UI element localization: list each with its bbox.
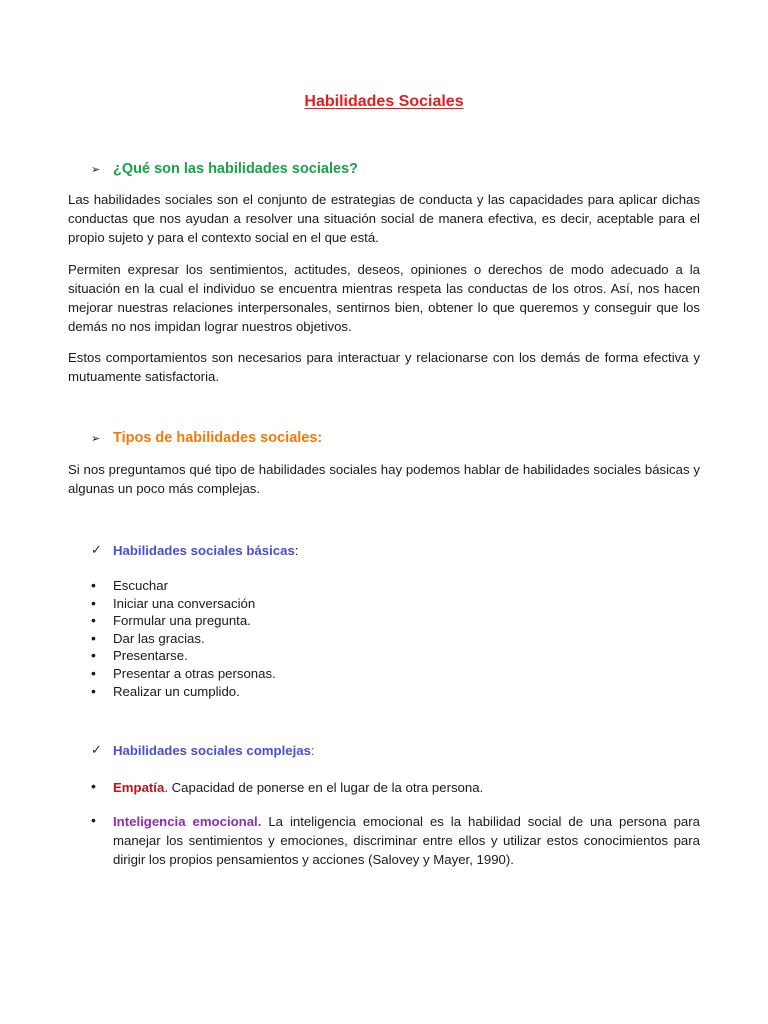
section-heading-text: ¿Qué son las habilidades sociales? bbox=[113, 161, 358, 177]
bullet-icon: • bbox=[91, 612, 96, 629]
list-item bbox=[91, 612, 276, 630]
subheading-colon: : bbox=[294, 542, 299, 558]
list-item bbox=[91, 647, 276, 665]
bullet-icon: • bbox=[91, 577, 96, 593]
term-definition: . Capacidad de ponerse en el lugar de la otra persona. bbox=[164, 780, 484, 795]
arrow-bullet-icon: ➢ bbox=[91, 163, 101, 176]
bullet-icon: • bbox=[91, 594, 96, 611]
basic-skills-list bbox=[91, 577, 276, 700]
list-item bbox=[91, 630, 276, 648]
page-title: Habilidades Sociales bbox=[304, 93, 464, 110]
list-item-inteligencia-emocional bbox=[91, 812, 700, 869]
list-item-text: Iniciar una conversación bbox=[113, 595, 256, 611]
list-item bbox=[91, 577, 276, 595]
list-item-empatia bbox=[91, 778, 700, 797]
list-item-text: Realizar un cumplido. bbox=[113, 683, 240, 699]
bullet-icon: • bbox=[91, 682, 96, 699]
paragraph: Las habilidades sociales son el conjunto de estrategias de conducta y las capacidades para aplicar dichas conductas que nos ayudan a resolver una situación social de manera efectiva, es decir, aceptable para el propio sujeto y para el contexto social en el que está. bbox=[68, 192, 700, 245]
paragraph: Estos comportamientos son necesarios para interactuar y relacionarse con los demás de forma efectiva y mutuamente satisfactoria. bbox=[68, 350, 700, 384]
section-heading-text: Tipos de habilidades sociales: bbox=[113, 430, 323, 446]
subheading-basic bbox=[91, 542, 298, 558]
list-item bbox=[91, 683, 276, 701]
list-item-text: Dar las gracias. bbox=[113, 630, 205, 646]
bullet-icon: • bbox=[91, 664, 96, 681]
bullet-icon: • bbox=[91, 812, 96, 828]
checkmark-icon: ✓ bbox=[91, 742, 102, 757]
list-item-text: Presentarse. bbox=[113, 648, 188, 664]
subheading-colon: : bbox=[310, 742, 315, 758]
list-item-body bbox=[113, 778, 700, 797]
subheading-text: Habilidades sociales básicas bbox=[113, 542, 295, 558]
list-item-text: Escuchar bbox=[113, 578, 168, 593]
list-item bbox=[91, 595, 276, 613]
subheading-text: Habilidades sociales complejas bbox=[113, 742, 311, 758]
bullet-icon: • bbox=[91, 778, 96, 794]
section-heading-types bbox=[91, 430, 322, 446]
paragraph: Permiten expresar los sentimientos, actitudes, deseos, opiniones o derechos de modo adecuado a la situación en la cual el individuo se encuentra mientras respeta las conductas de los otros. Así, nos hacen mejorar nuestras relaciones interpersonales, sentirnos bien, obtener lo que queremos y conseguir que los demás no nos impidan lograr nuestros objetivos. bbox=[68, 262, 700, 334]
list-item-body bbox=[113, 812, 700, 869]
paragraph: Si nos preguntamos qué tipo de habilidades sociales hay podemos hablar de habilidades sociales básicas y algunas un poco más complejas. bbox=[68, 462, 700, 496]
bullet-icon: • bbox=[91, 629, 96, 646]
section-heading-what-are bbox=[91, 161, 358, 177]
term-empatia: Empatía bbox=[113, 780, 165, 795]
term-inteligencia-emocional: Inteligencia emocional. bbox=[113, 814, 262, 829]
list-item-text: Formular una pregunta. bbox=[113, 613, 251, 629]
term-definition: La inteligencia emocional es la habilidad social de una persona para manejar los sentimientos y emociones, discriminar entre ellos y utilizar estos conocimientos para dirigir los propios pensamientos y acciones (Salovey y Mayer, 1990). bbox=[113, 814, 700, 867]
subheading-complex bbox=[91, 742, 315, 758]
arrow-bullet-icon: ➢ bbox=[91, 432, 101, 445]
bullet-icon: • bbox=[91, 647, 96, 664]
list-item-text: Presentar a otras personas. bbox=[113, 665, 276, 681]
checkmark-icon: ✓ bbox=[91, 542, 102, 557]
list-item bbox=[91, 665, 276, 683]
